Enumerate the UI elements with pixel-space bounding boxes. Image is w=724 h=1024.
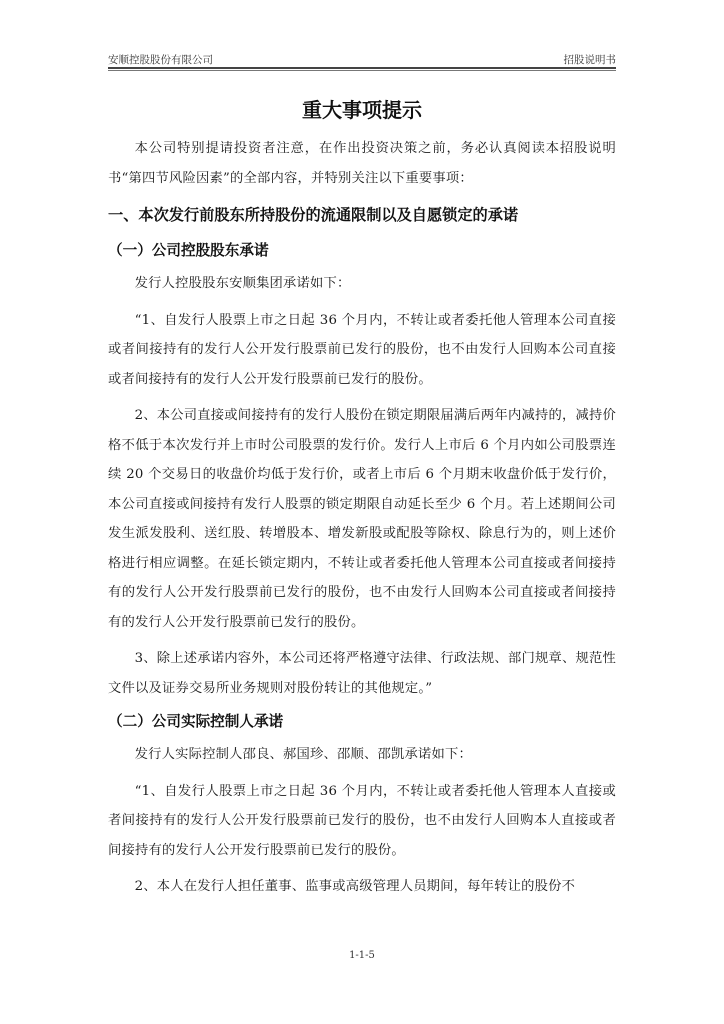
header-document-type: 招股说明书 — [563, 54, 616, 66]
header-rule — [108, 67, 616, 69]
section-heading: 一、本次发行前股东所持股份的流通限制以及自愿锁定的承诺 — [108, 206, 519, 224]
lead-paragraph-controller: 发行人实际控制人邵良、郝国珍、邵顺、邵凯承诺如下： — [134, 747, 473, 762]
subsection-heading-actual-controller: （二）公司实际控制人承诺 — [108, 713, 284, 730]
subsection-heading-controlling-shareholder: （一）公司控股股东承诺 — [108, 242, 269, 259]
lead-paragraph: 发行人控股股东安顺集团承诺如下： — [134, 276, 351, 291]
header-rule-thin — [108, 70, 616, 71]
page-number: 1-1-5 — [349, 950, 375, 961]
controller-paragraph-1: “1、自发行人股票上市之日起 36 个月内，不转让或者委托他人管理本人直接或者间接持有的发行人公开发行股票前已发行的股份，也不由发行人回购本人直接或者间接持有的发行人公开发行股票前已发行的股份。 — [108, 783, 616, 858]
intro-paragraph: 本公司特别提请投资者注意，在作出投资决策之前，务必认真阅读本招股说明书“第四节风险因素”的全部内容，并特别关注以下重要事项： — [108, 141, 616, 186]
header-company-name: 安顺控股股份有限公司 — [108, 54, 213, 66]
page-header — [108, 50, 616, 68]
page-title: 重大事项提示 — [302, 98, 422, 122]
commitment-paragraph-2: 2、本公司直接或间接持有的发行人股份在锁定期限届满后两年内减持的，减持价格不低于本次发行并上市时公司股票的发行价。发行人上市后 6 个月内如公司股票连续 20 个交易日的收盘价均低于发行价，或者上市后 6 个月期末收盘价低于发行价，本公司直接或间接持有发行人股票的锁定期限自动延长至少 6 个月。若上述期间公司发生派发股利、送红股、转增股本、增发新股或配股等除权、除息行为的，则上述价格进行相应调整。在延长锁定期内，不转让或者委托他人管理本公司直接或者间接持有的发行人公开发行股票前已发行的股份，也不由发行人回购本公司直接或者间接持有的发行人公开发行股票前已发行的股份。 — [108, 408, 616, 630]
commitment-paragraph-3: 3、除上述承诺内容外，本公司还将严格遵守法律、行政法规、部门规章、规范性文件以及证券交易所业务规则对股份转让的其他规定。” — [108, 651, 616, 696]
document-body — [108, 86, 616, 902]
commitment-paragraph-1: “1、自发行人股票上市之日起 36 个月内，不转让或者委托他人管理本公司直接或者间接持有的发行人公开发行股票前已发行的股份，也不由发行人回购本公司直接或者间接持有的发行人公开发行股票前已发行的股份。 — [108, 312, 616, 387]
controller-paragraph-2: 2、本人在发行人担任董事、监事或高级管理人员期间，每年转让的股份不 — [134, 879, 576, 894]
